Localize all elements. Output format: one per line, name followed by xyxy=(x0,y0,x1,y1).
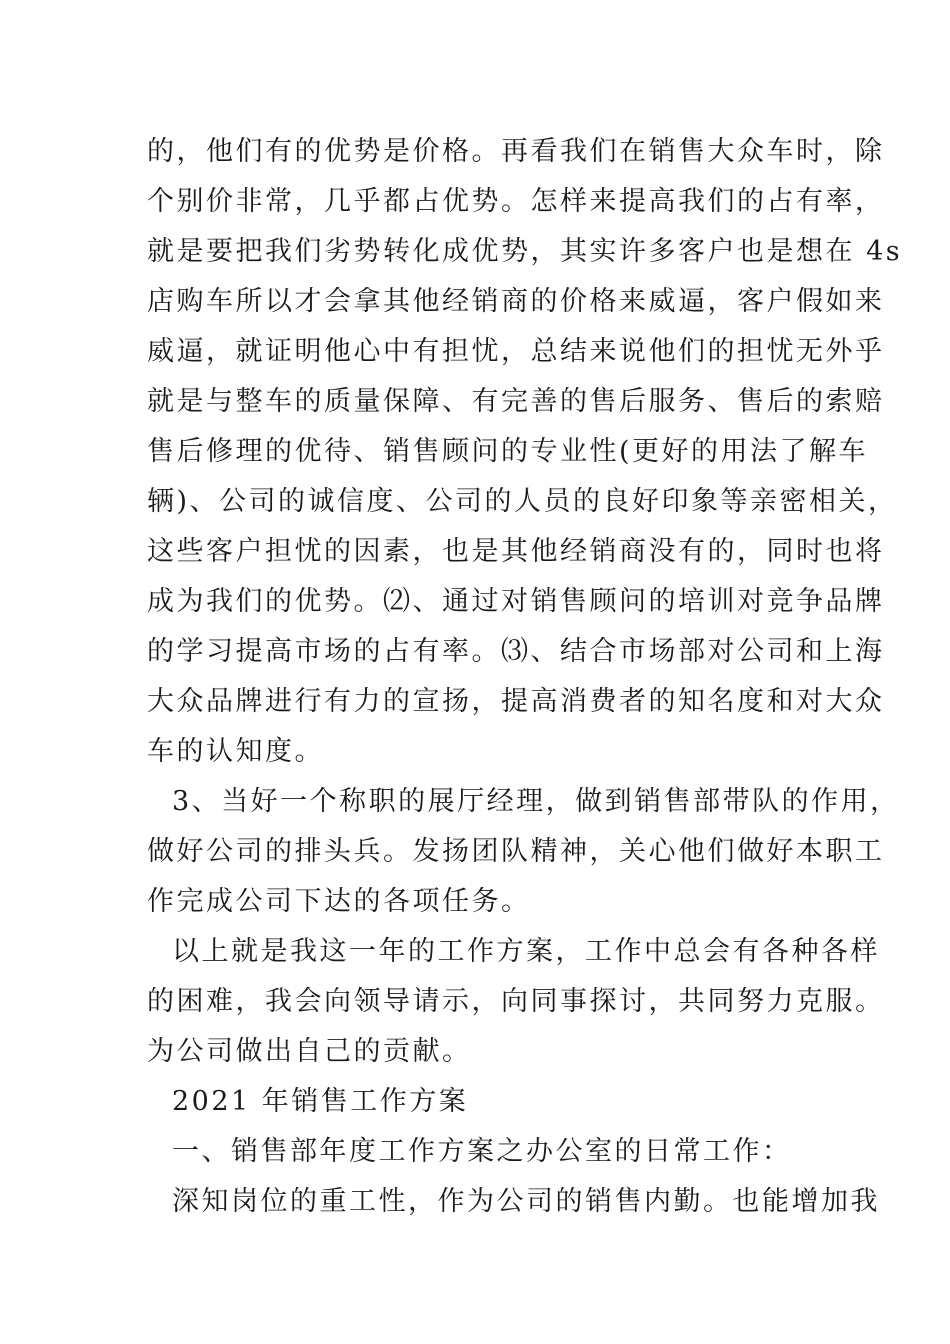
text-line: 车的认知度。 xyxy=(147,736,324,767)
text-line: 作完成公司下达的各项任务。 xyxy=(147,886,531,917)
text-line: 大众品牌进行有力的宣扬，提高消费者的知名度和对大众 xyxy=(147,686,885,717)
text-line: 做好公司的排头兵。发扬团队精神，关心他们做好本职工 xyxy=(147,836,885,867)
paragraph-start: 深知岗位的重工性，作为公司的销售内勤。也能增加我 xyxy=(172,1186,880,1217)
text-line: 店购车所以才会拿其他经销商的价格来威逼，客户假如来 xyxy=(147,286,885,317)
text-line: 为公司做出自己的贡献。 xyxy=(147,1036,472,1067)
text-line: 这些客户担忧的因素，也是其他经销商没有的，同时也将 xyxy=(147,536,885,567)
paragraph-start: 以上就是我这一年的工作方案，工作中总会有各种各样 xyxy=(172,936,880,967)
section-heading: 2021 年销售工作方案 xyxy=(172,1086,469,1117)
text-line: 就是与整车的质量保障、有完善的售后服务、售后的索赔 xyxy=(147,386,885,417)
text-line: 辆)、公司的诚信度、公司的人员的良好印象等亲密相关， xyxy=(147,486,898,517)
text-line: 威逼，就证明他心中有担忧，总结来说他们的担忧无外乎 xyxy=(147,336,885,367)
text-line: 成为我们的优势。⑵、通过对销售顾问的培训对竞争品牌 xyxy=(147,586,885,617)
paragraph-start: 3、当好一个称职的展厅经理，做到销售部带队的作用， xyxy=(172,786,900,817)
subsection-heading: 一、销售部年度工作方案之办公室的日常工作： xyxy=(172,1136,792,1167)
text-line: 的，他们有的优势是价格。再看我们在销售大众车时，除 xyxy=(147,136,885,167)
text-line: 个别价非常，几乎都占优势。怎样来提高我们的占有率， xyxy=(147,186,885,217)
text-line: 售后修理的优待、销售顾问的专业性(更好的用法了解车 xyxy=(147,436,869,467)
text-line: 就是要把我们劣势转化成优势，其实许多客户也是想在 4s xyxy=(147,236,903,267)
text-line: 的学习提高市场的占有率。⑶、结合市场部对公司和上海 xyxy=(147,636,885,667)
text-line: 的困难，我会向领导请示，向同事探讨，共同努力克服。 xyxy=(147,986,885,1017)
